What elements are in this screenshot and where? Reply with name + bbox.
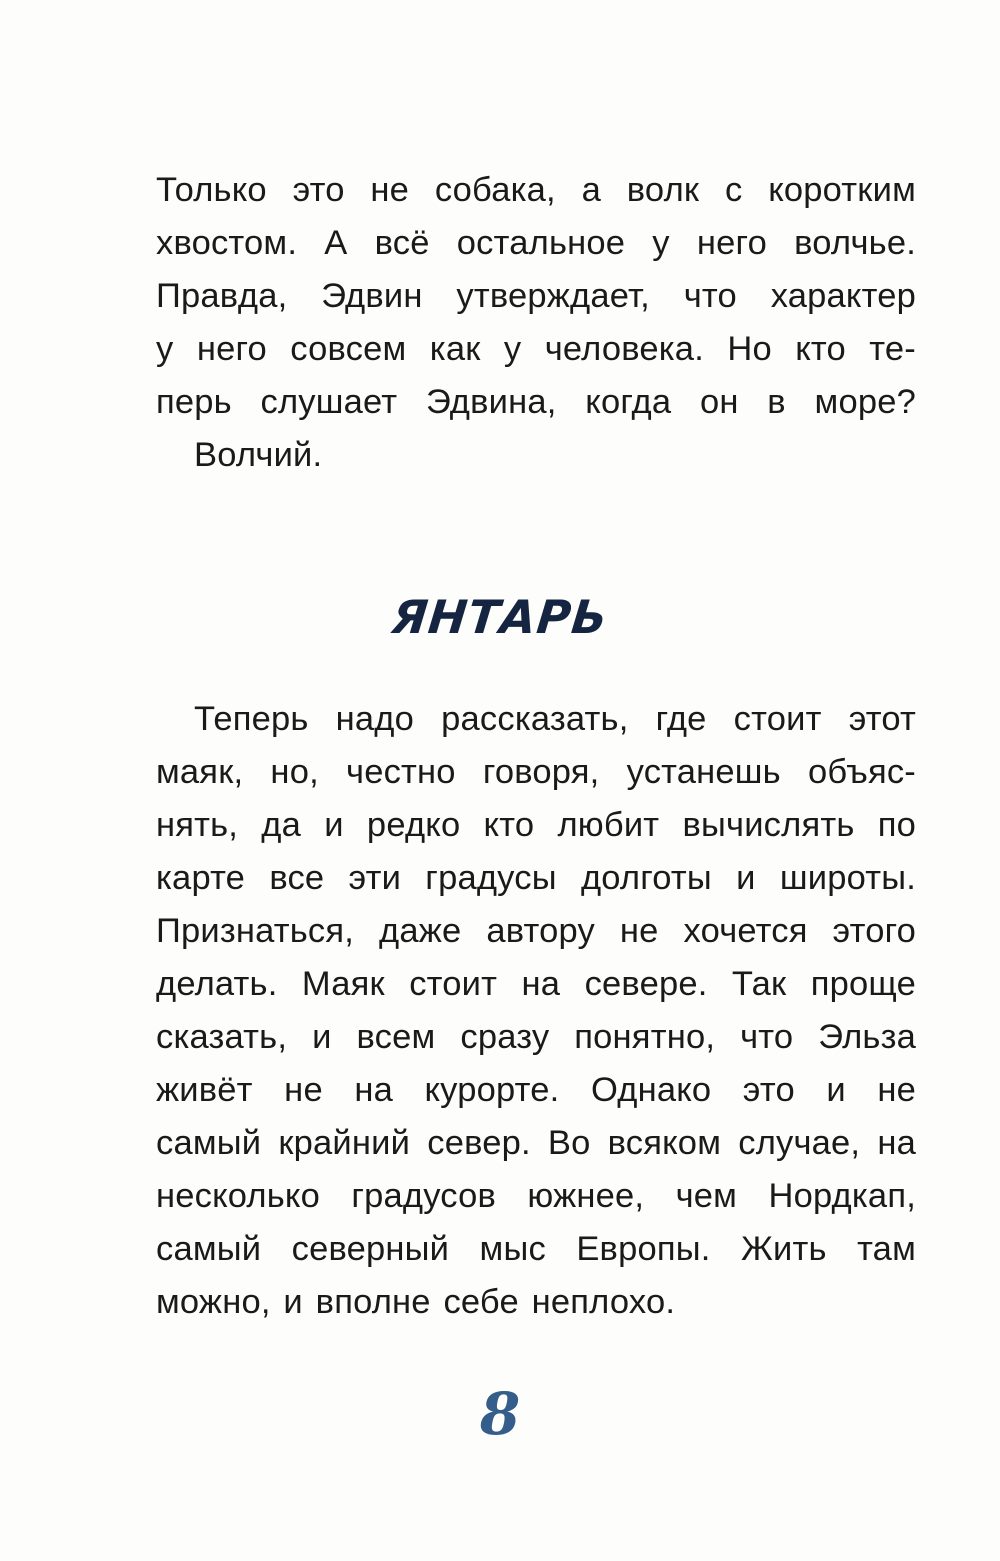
page-number: 8 xyxy=(479,1380,521,1448)
text-line: Только это не собака, а волк с коротким xyxy=(156,171,916,209)
text-line: делать. Маяк стоит на севере. Так проще xyxy=(156,965,916,1003)
text-line: у него совсем как у человека. Но кто те- xyxy=(156,330,916,368)
text-line: маяк, но, честно говоря, устанешь объяс- xyxy=(156,753,916,791)
text-line: самый северный мыс Европы. Жить там xyxy=(156,1230,916,1268)
text-line: Волчий. xyxy=(194,436,323,474)
text-line: Правда, Эдвин утверждает, что характер xyxy=(156,277,916,315)
text-line: хвостом. А всё остальное у него волчье. xyxy=(156,224,916,262)
chapter-title: ЯНТАРЬ xyxy=(389,590,611,644)
text-line: нять, да и редко кто любит вычислять по xyxy=(156,806,916,844)
text-line: можно, и вполне себе неплохо. xyxy=(156,1283,676,1321)
text-line: Признаться, даже автору не хочется этого xyxy=(156,912,916,950)
text-line: самый крайний север. Во всяком случае, на xyxy=(156,1124,916,1162)
text-line: сказать, и всем сразу понятно, что Эльза xyxy=(156,1018,916,1056)
text-line: перь слушает Эдвина, когда он в море? xyxy=(156,383,916,421)
text-line: Теперь надо рассказать, где стоит этот xyxy=(194,700,916,738)
text-line: несколько градусов южнее, чем Нордкап, xyxy=(156,1177,916,1215)
text-line: карте все эти градусы долготы и широты. xyxy=(156,859,916,897)
text-line: живёт не на курорте. Однако это и не xyxy=(156,1071,916,1109)
